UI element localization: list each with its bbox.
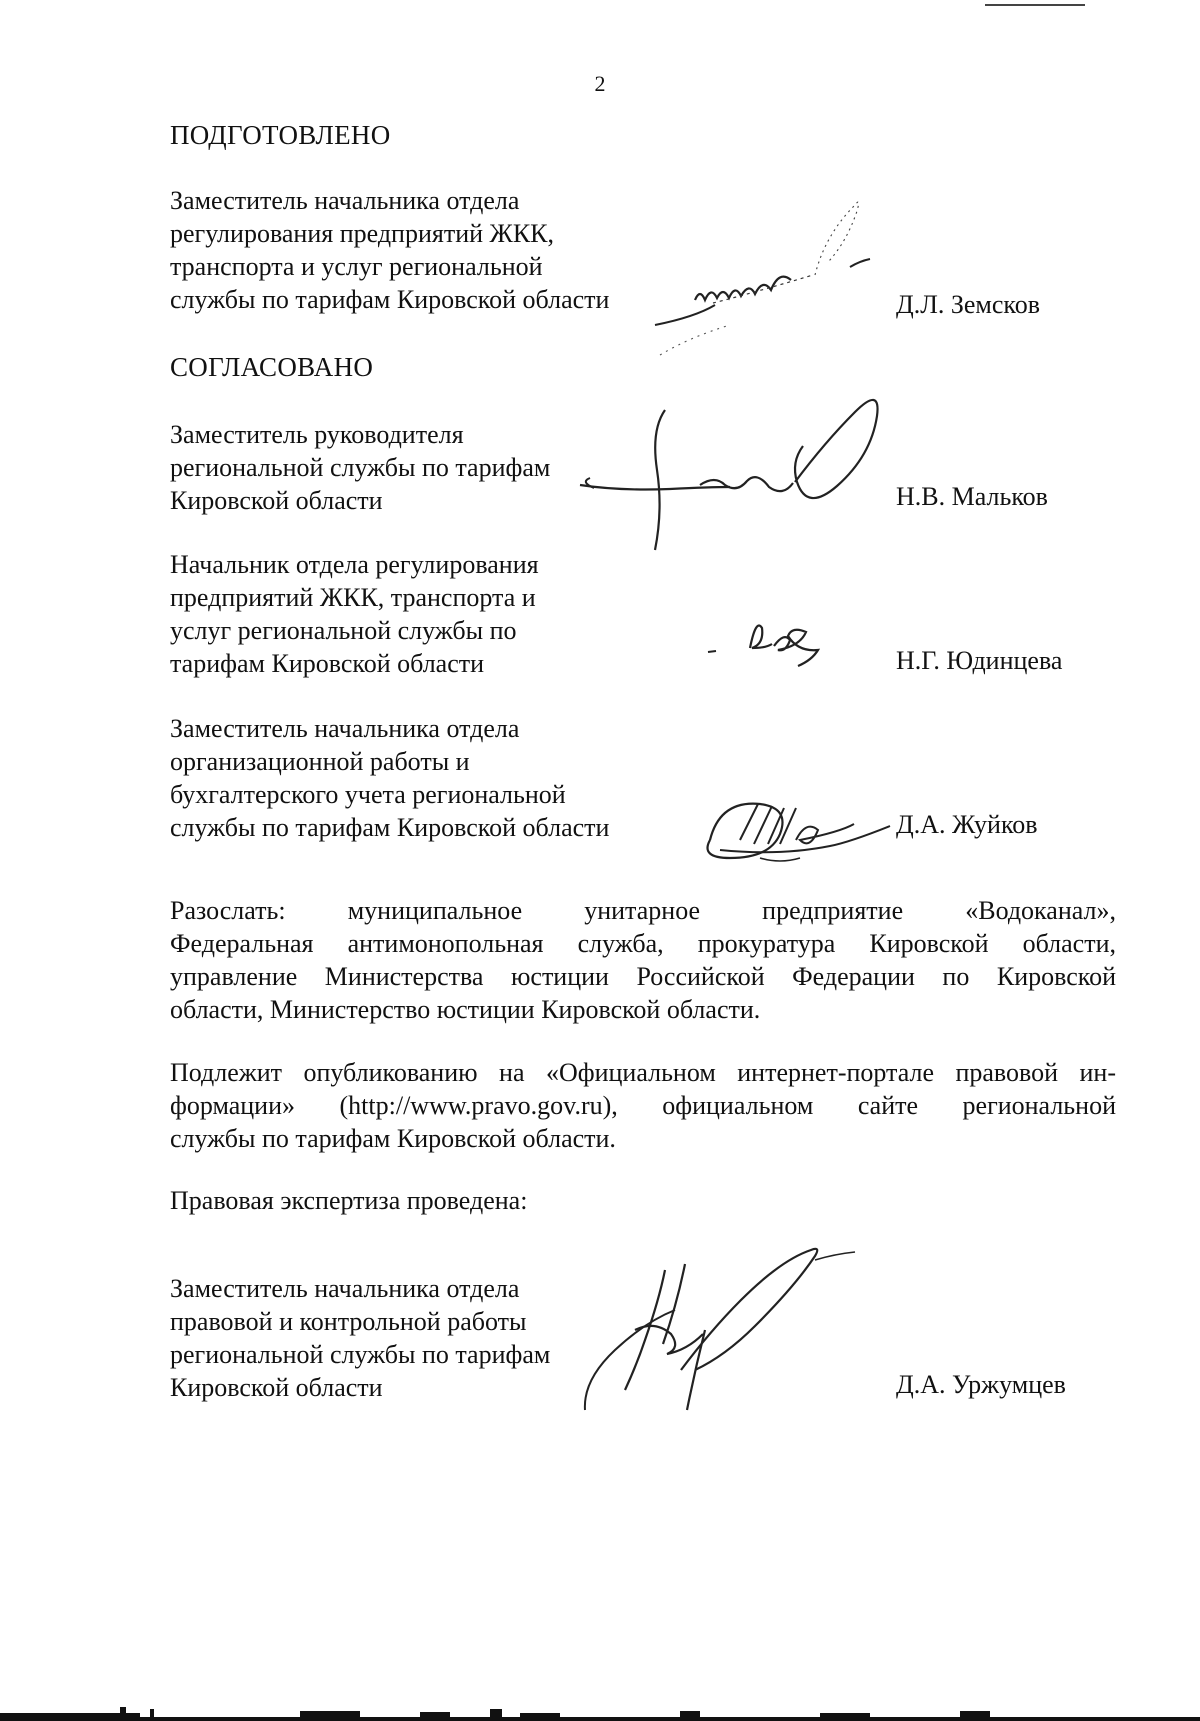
agreed-position-2: [170, 548, 539, 680]
position-line: службы по тарифам Кировской области: [170, 813, 610, 842]
position-line: Заместитель начальника отдела: [170, 714, 520, 743]
distribution-line: Разослать: муниципальное унитарное предприятие «Водоканал»,: [170, 896, 1116, 925]
position-line: услуг региональной службы по: [170, 616, 517, 645]
position-line: Заместитель начальника отдела: [170, 1274, 520, 1303]
signature-malkov: [580, 390, 900, 550]
position-line: бухгалтерского учета региональной: [170, 780, 566, 809]
legal-review-position: [170, 1272, 550, 1404]
distribution-line: Федеральная антимонопольная служба, прокуратура Кировской области,: [170, 929, 1116, 958]
agreed-heading: СОГЛАСОВАНО: [170, 352, 374, 382]
prepared-heading: ПОДГОТОВЛЕНО: [170, 120, 391, 150]
page-number: 2: [594, 71, 606, 96]
publication-paragraph: [170, 1056, 1116, 1155]
signature-zhuykov: [700, 790, 900, 870]
position-line: правовой и контрольной работы: [170, 1307, 527, 1336]
prepared-position: [170, 184, 609, 316]
agreed-position-1: [170, 418, 550, 517]
signer-urzhumtsev: Д.А. Уржумцев: [896, 1370, 1066, 1399]
signature-zemskov: [665, 195, 925, 385]
distribution-paragraph: [170, 894, 1116, 1026]
position-line: организационной работы и: [170, 747, 470, 776]
signature-urzhumtsev: [585, 1250, 875, 1420]
signer-zhuykov: Д.А. Жуйков: [896, 810, 1038, 839]
position-line: службы по тарифам Кировской области: [170, 285, 610, 314]
distribution-line: области, Министерство юстиции Кировской области.: [170, 995, 761, 1024]
top-edge-rule: [985, 4, 1085, 6]
position-line: Кировской области: [170, 486, 383, 515]
publication-line: формации» (http://www.pravo.gov.ru), официальном сайте региональной: [170, 1091, 1116, 1120]
distribution-line: управление Министерства юстиции Российской Федерации по Кировской: [170, 962, 1116, 991]
position-line: тарифам Кировской области: [170, 649, 485, 678]
legal-review-heading: Правовая экспертиза проведена:: [170, 1186, 528, 1215]
signature-yudintseva: [700, 612, 840, 682]
signer-malkov: Н.В. Мальков: [896, 482, 1048, 511]
position-line: Кировской области: [170, 1373, 383, 1402]
position-line: Заместитель начальника отдела: [170, 186, 520, 215]
signer-yudintseva: Н.Г. Юдинцева: [896, 646, 1063, 675]
signer-zemskov: Д.Л. Земсков: [896, 290, 1041, 319]
position-line: регулирования предприятий ЖКК,: [170, 219, 555, 248]
publication-line: службы по тарифам Кировской области.: [170, 1124, 616, 1153]
agreed-position-3: [170, 712, 609, 844]
position-line: транспорта и услуг региональной: [170, 252, 543, 281]
position-line: региональной службы по тарифам: [170, 1340, 551, 1369]
position-line: Начальник отдела регулирования: [170, 550, 539, 579]
publication-line: Подлежит опубликованию на «Официальном интернет-портале правовой ин-: [170, 1058, 1116, 1087]
position-line: предприятий ЖКК, транспорта и: [170, 583, 536, 612]
position-line: Заместитель руководителя: [170, 420, 464, 449]
scan-edge-strip: [0, 1700, 1200, 1721]
position-line: региональной службы по тарифам: [170, 453, 551, 482]
